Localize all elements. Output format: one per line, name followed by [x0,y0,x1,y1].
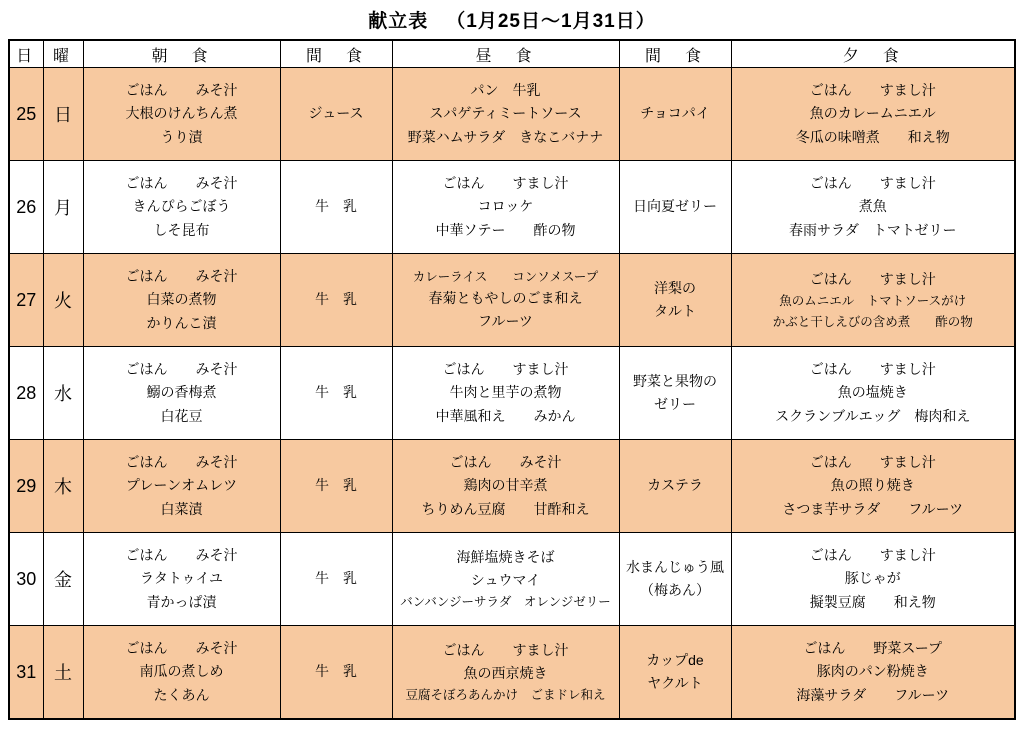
column-header-lunch: 昼 食 [392,40,619,68]
header-row [9,40,1015,68]
cell-afternoon-snack-content [620,626,731,718]
cell-breakfast-content [84,254,280,346]
menu-item: 中華ソテー 酢の物 [435,221,576,238]
menu-item: 中華風和え みかん [435,407,576,424]
cell-morning-snack [280,161,392,254]
cell-lunch-content [393,347,619,439]
menu-item: フルーツ [478,313,533,330]
cell-lunch-content [393,533,619,625]
cell-lunch-content [393,161,619,253]
menu-item: 青かっぱ漬 [146,593,217,610]
menu-item: 魚の照り焼き [830,477,915,494]
menu-item: 春雨サラダ トマトゼリー [789,221,957,238]
menu-item: タルト [654,303,696,319]
menu-item: かりんこ漬 [146,314,217,331]
menu-item: カステラ [647,477,703,494]
cell-morning-snack [280,533,392,626]
cell-breakfast-content [84,161,280,253]
menu-item: ちりめん豆腐 甘酢和え [421,500,590,517]
column-header-dinner: 夕 食 [731,40,1015,68]
menu-item: 大根のけんちん煮 [125,105,238,122]
cell-breakfast [83,533,280,626]
cell-day-of-week: 土 [43,626,83,720]
menu-item: ごはん みそ汁 [125,361,238,378]
menu-item: 豆腐そぼろあんかけ ごまドレ和え [405,687,606,702]
menu-item: 白花豆 [160,407,203,424]
cell-dinner [731,68,1015,161]
menu-item: ごはん みそ汁 [125,640,238,657]
cell-morning-snack-content [281,68,392,160]
cell-morning-snack-content [281,254,392,346]
title-date-range: （1月25日～1月31日） [446,11,656,32]
menu-item: 鰯の香梅煮 [146,384,217,401]
cell-lunch-content [393,68,619,160]
menu-item: ごはん みそ汁 [125,82,238,99]
page-title [8,4,1016,39]
cell-lunch [392,68,619,161]
menu-item: 牛 乳 [315,663,357,680]
column-header-snack2: 間 食 [619,40,731,68]
cell-afternoon-snack [619,626,731,720]
cell-day-of-week: 水 [43,347,83,440]
menu-item: うり漬 [160,128,203,145]
table-row [9,440,1015,533]
menu-item: ごはん すまし汁 [809,175,936,192]
menu-item: （梅あん） [640,582,710,598]
menu-item: きんぴらごぼう [132,198,231,215]
table-body [9,68,1015,720]
cell-day-of-week: 金 [43,533,83,626]
cell-day: 28 [9,347,43,440]
menu-item: ゼリー [654,396,696,412]
cell-afternoon-snack [619,440,731,533]
column-header-breakfast: 朝 食 [83,40,280,68]
cell-dinner [731,440,1015,533]
cell-breakfast [83,440,280,533]
menu-item: 野菜と果物の [633,372,717,389]
menu-item: コロッケ [477,198,534,215]
menu-item: 海鮮塩焼きそば [456,548,555,565]
cell-breakfast [83,626,280,720]
menu-item: ごはん すまし汁 [442,641,569,658]
cell-day: 26 [9,161,43,254]
cell-afternoon-snack-content [620,161,731,253]
menu-item: ごはん すまし汁 [809,82,936,99]
table-header [9,40,1015,68]
menu-item: 擬製豆腐 和え物 [809,593,936,610]
cell-afternoon-snack-content [620,254,731,346]
cell-afternoon-snack-content [620,533,731,625]
menu-item: 魚の塩焼き [837,384,908,401]
cell-breakfast [83,68,280,161]
cell-afternoon-snack-content [620,347,731,439]
menu-item: ジュース [308,105,364,122]
cell-dinner-content [732,68,1015,160]
cell-lunch-content [393,626,619,718]
cell-morning-snack [280,440,392,533]
menu-item: ラタトゥイユ [140,570,223,587]
cell-breakfast-content [84,626,280,718]
cell-lunch-content [393,440,619,532]
cell-afternoon-snack-content [620,68,731,160]
cell-lunch-content [393,254,619,346]
menu-item: バンバンジーサラダ オレンジゼリー [400,594,611,609]
menu-item: 魚の西京焼き [463,664,548,681]
menu-item: かぶと干しえびの含め煮 酢の物 [772,314,973,329]
cell-afternoon-snack [619,254,731,347]
cell-morning-snack-content [281,161,392,253]
menu-item: 洋梨の [654,279,696,296]
cell-breakfast-content [84,533,280,625]
menu-item: ごはん すまし汁 [809,270,936,287]
cell-lunch [392,347,619,440]
menu-item: 春菊ともやしのごま和え [428,290,583,307]
menu-item: 海藻サラダ フルーツ [796,686,950,703]
cell-day-of-week: 月 [43,161,83,254]
cell-breakfast [83,254,280,347]
cell-day-of-week: 火 [43,254,83,347]
cell-day: 30 [9,533,43,626]
cell-lunch [392,440,619,533]
table-row [9,68,1015,161]
menu-item: ごはん すまし汁 [809,547,936,564]
cell-lunch [392,254,619,347]
cell-morning-snack-content [281,533,392,625]
menu-item: 日向夏ゼリー [633,198,717,215]
cell-day-of-week: 木 [43,440,83,533]
cell-afternoon-snack [619,161,731,254]
cell-morning-snack [280,68,392,161]
table-row [9,254,1015,347]
cell-breakfast-content [84,347,280,439]
cell-breakfast [83,347,280,440]
menu-item: ごはん すまし汁 [809,454,936,471]
cell-afternoon-snack [619,68,731,161]
menu-item: ごはん みそ汁 [125,175,238,192]
menu-item: たくあん [153,686,210,703]
cell-day: 27 [9,254,43,347]
cell-dinner [731,626,1015,720]
cell-dinner-content [732,533,1015,625]
cell-dinner-content [732,254,1015,346]
menu-item: カレーライス コンソメスープ [412,269,599,284]
menu-item: ごはん みそ汁 [125,268,238,285]
cell-lunch [392,161,619,254]
cell-breakfast-content [84,440,280,532]
menu-item: ごはん みそ汁 [125,547,238,564]
menu-item: 冬瓜の味噌煮 和え物 [795,128,950,145]
cell-morning-snack-content [281,440,392,532]
cell-dinner [731,254,1015,347]
cell-day: 25 [9,68,43,161]
menu-item: 白菜の煮物 [146,291,217,308]
menu-item: 鶏肉の甘辛煮 [463,477,548,494]
cell-lunch [392,533,619,626]
menu-item: 牛 乳 [315,570,357,587]
cell-morning-snack-content [281,347,392,439]
menu-item: 魚のムニエル トマトソースがけ [779,293,967,308]
menu-item: 牛 乳 [315,291,357,308]
cell-dinner [731,533,1015,626]
menu-item: ヤクルト [647,675,703,691]
cell-morning-snack-content [281,626,392,718]
menu-item: 牛 乳 [315,384,357,401]
menu-table [8,39,1016,720]
cell-dinner-content [732,440,1015,532]
cell-dinner [731,161,1015,254]
menu-item: 牛 乳 [315,477,357,494]
column-header-day: 日 [9,40,43,68]
menu-item: 野菜ハムサラダ きなこバナナ [407,128,604,145]
cell-afternoon-snack [619,533,731,626]
cell-dinner-content [732,161,1015,253]
table-row [9,626,1015,720]
menu-item: ごはん すまし汁 [442,175,569,192]
cell-afternoon-snack [619,347,731,440]
menu-item: パン 牛乳 [470,82,541,99]
cell-afternoon-snack-content [620,440,731,532]
menu-item: ごはん みそ汁 [449,454,562,471]
cell-morning-snack [280,254,392,347]
menu-item: 煮魚 [858,198,887,215]
cell-day: 29 [9,440,43,533]
menu-item: 豚じゃが [844,570,901,587]
menu-item: ごはん すまし汁 [809,361,936,378]
menu-item: 水まんじゅう風 [626,558,724,575]
menu-item: カップde [646,651,704,668]
table-row [9,161,1015,254]
cell-morning-snack [280,347,392,440]
title-text: 献立表 [368,11,429,32]
column-header-dow: 曜 [43,40,83,68]
menu-item: スクランブルエッグ 梅肉和え [775,407,971,424]
menu-item: さつま芋サラダ フルーツ [782,500,964,517]
menu-item: シュウマイ [470,571,541,588]
cell-breakfast [83,161,280,254]
menu-item: 牛 乳 [315,198,357,215]
menu-item: チョコパイ [640,105,710,122]
menu-item: スパゲティミートソース [429,105,582,122]
menu-item: ごはん すまし汁 [442,361,569,378]
menu-item: 豚肉のパン粉焼き [816,663,929,680]
menu-item: 魚のカレームニエル [809,105,936,122]
cell-dinner [731,347,1015,440]
menu-item: プレーンオムレツ [125,477,238,494]
menu-item: ごはん 野菜スープ [803,640,943,657]
cell-dinner-content [732,626,1015,718]
cell-breakfast-content [84,68,280,160]
menu-item: 白菜漬 [160,500,203,517]
cell-dinner-content [732,347,1015,439]
cell-lunch [392,626,619,720]
column-header-snack1: 間 食 [280,40,392,68]
menu-item: 牛肉と里芋の煮物 [449,384,562,401]
cell-day: 31 [9,626,43,720]
table-row [9,533,1015,626]
menu-item: 南瓜の煮しめ [139,663,224,680]
menu-item: ごはん みそ汁 [125,454,238,471]
cell-day-of-week: 日 [43,68,83,161]
menu-item: しそ昆布 [153,221,210,238]
table-row [9,347,1015,440]
cell-morning-snack [280,626,392,720]
